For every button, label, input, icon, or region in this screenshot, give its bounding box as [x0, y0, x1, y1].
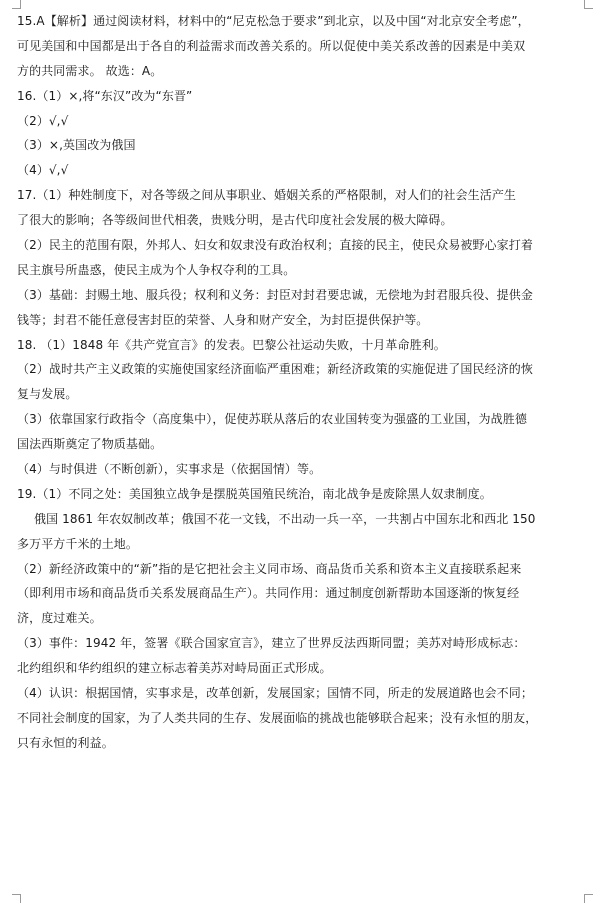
answer-18-part-2-line-1: （2）战时共产主义政策的实施使国家经济面临严重困难；新经济政策的实施促进了国民经济的恢	[17, 362, 533, 377]
answer-17-part-1-line-2: 了很大的影响；各等级间世代相袭，贵贱分明，是古代印度社会发展的极大障碍。	[17, 213, 453, 228]
answer-17-part-1-line-1: 17.（1）种姓制度下，对各等级之间从事职业、婚姻关系的严格限制，对人们的社会生活产生	[17, 188, 517, 203]
answer-16-part-3: （3）×,英国改为俄国	[17, 138, 136, 153]
answer-15-line-2: 可见美国和中国都是出于各自的利益需求而改善关系的。所以促使中美关系改善的因素是中美双	[17, 38, 526, 53]
answer-text-block	[17, 9, 589, 756]
answer-18-part-3-line-1: （3）依靠国家行政指令（高度集中），促使苏联从落后的农业国转变为强盛的工业国，为战胜德	[17, 412, 527, 427]
answer-17-part-2-line-1: （2）民主的范围有限，外邦人、妇女和奴隶没有政治权利；直接的民主，使民众易被野心家打着	[17, 238, 533, 253]
corner-mark-bottom-right	[584, 894, 593, 903]
answer-19-part-3-line-1: （3）事件：1942 年，签署《联合国家宣言》，建立了世界反法西斯同盟；美苏对峙形成标志：	[17, 636, 526, 651]
answer-19-part-2-line-2: （即利用市场和商品货币关系发展商品生产）。共同作用：通过制度创新帮助本国逐渐的恢复经	[17, 586, 520, 601]
answer-18-part-4: （4）与时俱进（不断创新），实事求是（依据国情）等。	[17, 462, 322, 477]
answer-18-part-3-line-2: 国法西斯奠定了物质基础。	[17, 437, 163, 452]
answer-16-part-2: （2）√,√	[17, 113, 69, 128]
corner-mark-bottom-left	[12, 894, 21, 903]
corner-mark-top-left	[12, 0, 21, 9]
answer-19-part-4-line-2: 不同社会制度的国家，为了人类共同的生存、发展面临的挑战也能够联合起来；没有永恒的朋友，	[17, 710, 538, 725]
answer-15-line-1: 15.A【解析】通过阅读材料，材料中的“尼克松急于要求”到北京，以及中国“对北京安全考虑”，	[17, 14, 530, 28]
answer-19-part-1-line-1: 19.（1）不同之处：美国独立战争是摆脱英国殖民统治，南北战争是废除黑人奴隶制度。	[17, 486, 492, 501]
answer-19-part-3-line-2: 北约组织和华约组织的建立标志着美苏对峙局面正式形成。	[17, 661, 332, 676]
answer-19-part-4-line-3: 只有永恒的利益。	[17, 735, 114, 750]
answer-15-line-3: 方的共同需求。 故选：A。	[17, 63, 163, 78]
answer-17-part-3-line-2: 钱等；封君不能任意侵害封臣的荣誉、人身和财产安全，为封臣提供保护等。	[17, 312, 429, 327]
answer-18-part-2-line-2: 复与发展。	[17, 387, 78, 402]
answer-16-part-1: 16.（1）×,将“东汉”改为“东晋”	[17, 88, 193, 103]
answer-19-part-4-line-1: （4）认识：根据国情，实事求是，改革创新，发展国家；国情不同，所走的发展道路也会不同；	[17, 686, 533, 701]
answer-17-part-2-line-2: 民主旗号所蛊惑，使民主成为个人争权夺利的工具。	[17, 262, 296, 277]
answer-17-part-3-line-1: （3）基础：封赐土地、服兵役；权利和义务：封臣对封君要忠诚，无偿地为封君服兵役、提供金	[17, 287, 533, 302]
answer-19-part-1-line-3: 多万平方千米的土地。	[17, 536, 139, 551]
answer-16-part-4: （4）√,√	[17, 163, 69, 178]
answer-19-part-1-line-2: 俄国 1861 年农奴制改革；俄国不花一文钱，不出动一兵一卒，一共割占中国东北和西北 150	[34, 511, 536, 526]
corner-mark-top-right	[584, 0, 593, 9]
answer-19-part-2-line-3: 济，度过难关。	[17, 611, 102, 626]
answer-19-part-2-line-1: （2）新经济政策中的“新”指的是它把社会主义同市场、商品货币关系和资本主义直接联系起来	[17, 561, 522, 576]
answer-18-part-1: 18. （1）1848 年《共产党宣言》的发表。巴黎公社运动失败，十月革命胜利。	[17, 337, 446, 352]
